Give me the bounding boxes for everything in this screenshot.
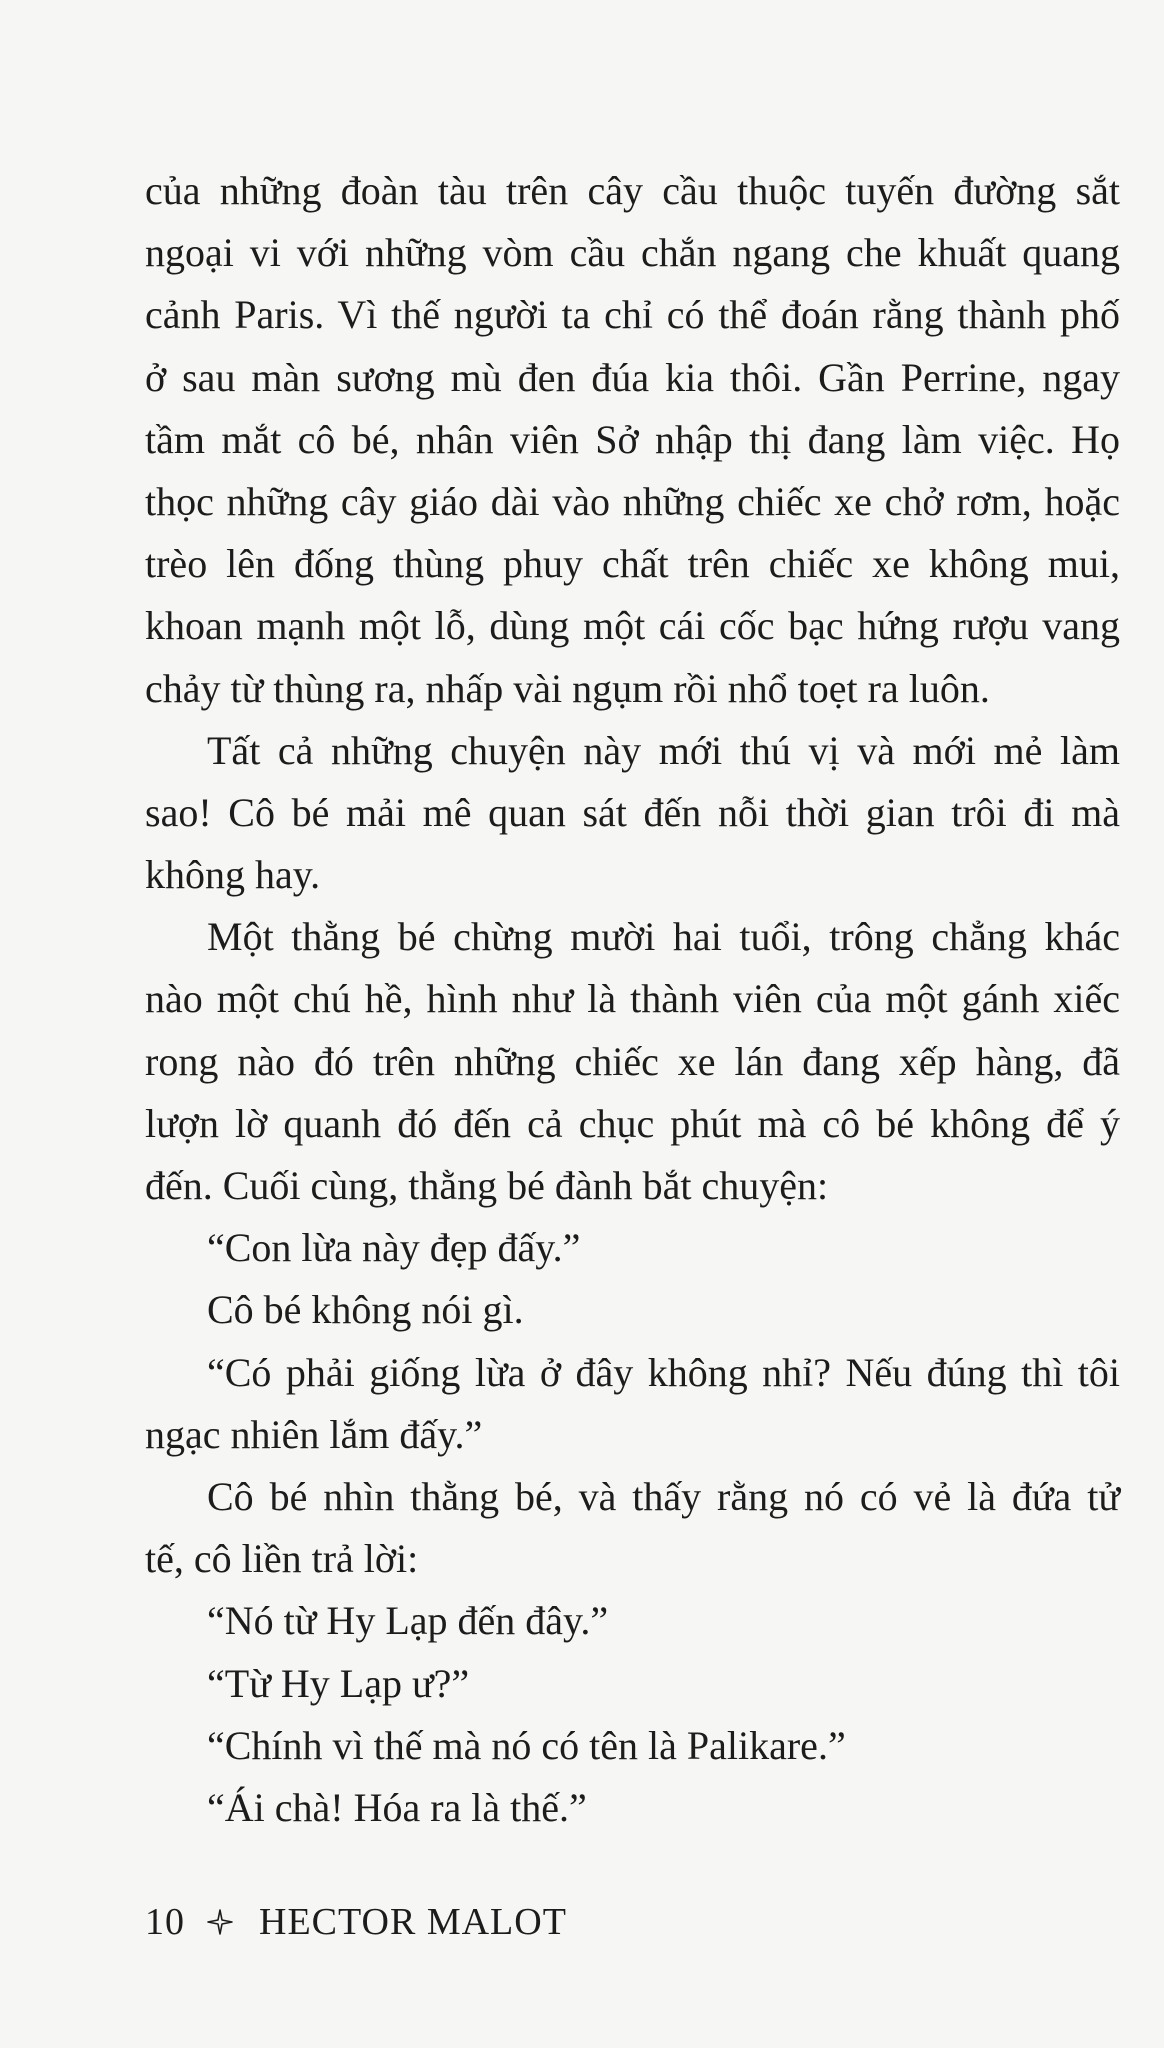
text-line: thọc những cây giáo dài vào những chiếc xe chở rơm, hoặc [145,478,1120,524]
text-line: không hay. [145,852,321,898]
page-footer [145,1897,567,1947]
text-line: khoan mạnh một lỗ, dùng một cái cốc bạc hứng rượu vang [145,603,1120,649]
author-name: HECTOR MALOT [259,1901,567,1943]
text-line: đến. Cuối cùng, thằng bé đành bắt chuyện: [145,1163,829,1208]
star-ornament-icon [207,1909,233,1935]
body-text [145,160,1120,1839]
dialogue-line: “Nó từ Hy Lạp đến đây.” [207,1598,609,1644]
dialogue-line: “Chính vì thế mà nó có tên là Palikare.” [207,1722,846,1768]
text-line: sao! Cô bé mải mê quan sát đến nỗi thời gian trôi đi mà [145,789,1120,835]
text-line: trèo lên đống thùng phuy chất trên chiếc xe không mui, [145,541,1120,587]
dialogue-line: “Ái chà! Hóa ra là thế.” [207,1784,587,1830]
paragraph-start-line: Tất cả những chuyện này mới thú vị và mới mẻ làm [207,727,1120,773]
dialogue-line: ngạc nhiên lắm đấy.” [145,1411,483,1457]
dialogue-line: “Có phải giống lừa ở đây không nhỉ? Nếu đúng thì tôi [207,1349,1120,1395]
text-line: rong nào đó trên những chiếc xe lán đang xếp hàng, đã [145,1038,1120,1084]
text-line: ở sau màn sương mù đen đúa kia thôi. Gần Perrine, ngay [145,354,1120,400]
narration-line: Cô bé không nói gì. [207,1287,524,1333]
text-line: lượn lờ quanh đó đến cả chục phút mà cô bé không để ý [145,1100,1120,1146]
narration-line: tế, cô liền trả lời: [145,1536,419,1582]
paragraph-start-line: Một thằng bé chừng mười hai tuổi, trông chẳng khác [207,914,1120,960]
narration-line: Cô bé nhìn thằng bé, và thấy rằng nó có vẻ là đứa tử [207,1473,1120,1519]
text-line: tầm mắt cô bé, nhân viên Sở nhập thị đang làm việc. Họ [145,416,1120,462]
dialogue-line: “Con lừa này đẹp đấy.” [207,1225,581,1271]
text-line: của những đoàn tàu trên cây cầu thuộc tuyến đường sắt [145,168,1120,213]
page-number: 10 [145,1901,185,1943]
dialogue-line: “Từ Hy Lạp ư?” [207,1660,470,1706]
text-line: chảy từ thùng ra, nhấp vài ngụm rồi nhổ toẹt ra luôn. [145,665,990,711]
text-line: nào một chú hề, hình như là thành viên của một gánh xiếc [145,976,1120,1022]
text-line: ngoại vi với những vòm cầu chắn ngang che khuất quang [145,230,1120,276]
text-line: cảnh Paris. Vì thế người ta chỉ có thể đoán rằng thành phố [145,292,1120,338]
